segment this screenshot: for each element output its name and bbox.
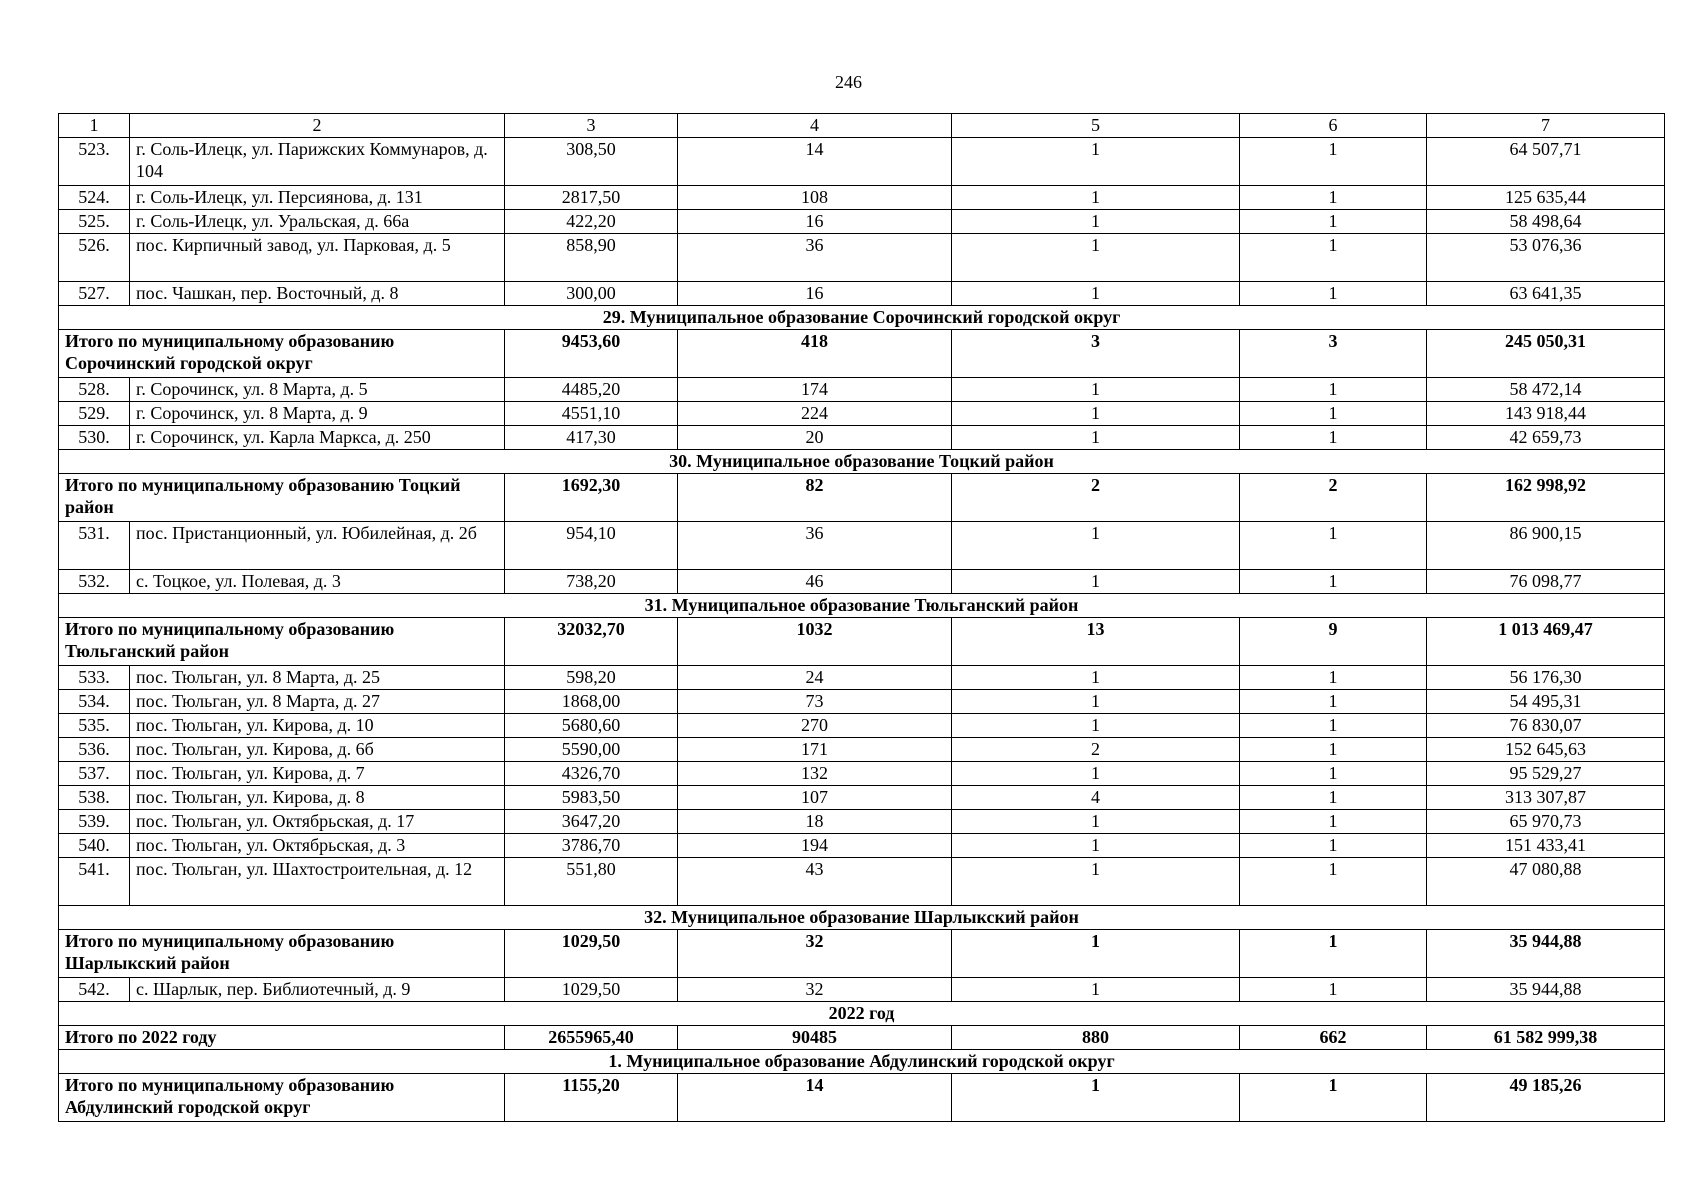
row-number: 542. [59, 978, 130, 1002]
total-col4: 1032 [678, 618, 952, 666]
total-label: Итого по муниципальному образованию Тюльганский район [59, 618, 505, 666]
column-header: 6 [1240, 114, 1427, 138]
col4-cell: 171 [678, 738, 952, 762]
table-row [59, 522, 1665, 570]
row-number: 537. [59, 762, 130, 786]
col4-cell: 16 [678, 282, 952, 306]
address-cell: пос. Пристанционный, ул. Юбилейная, д. 2б [130, 522, 505, 570]
col4-cell: 46 [678, 570, 952, 594]
section-title: 29. Муниципальное образование Сорочинский городской округ [59, 306, 1665, 330]
col5-cell: 2 [952, 738, 1240, 762]
col6-cell: 1 [1240, 978, 1427, 1002]
table-row [59, 210, 1665, 234]
col4-cell: 36 [678, 234, 952, 282]
table-row [59, 402, 1665, 426]
table-row [59, 834, 1665, 858]
column-header: 4 [678, 114, 952, 138]
address-cell: с. Тоцкое, ул. Полевая, д. 3 [130, 570, 505, 594]
row-number: 533. [59, 666, 130, 690]
address-cell: г. Сорочинск, ул. Карла Маркса, д. 250 [130, 426, 505, 450]
col5-cell: 1 [952, 522, 1240, 570]
col5-cell: 1 [952, 402, 1240, 426]
col6-cell: 1 [1240, 186, 1427, 210]
address-cell: пос. Кирпичный завод, ул. Парковая, д. 5 [130, 234, 505, 282]
col5-cell: 1 [952, 666, 1240, 690]
section-header-row [59, 450, 1665, 474]
area-cell: 422,20 [505, 210, 678, 234]
total-cost: 61 582 999,38 [1427, 1026, 1665, 1050]
total-col6: 1 [1240, 1074, 1427, 1122]
address-cell: пос. Тюльган, ул. 8 Марта, д. 27 [130, 690, 505, 714]
total-row [59, 930, 1665, 978]
row-number: 534. [59, 690, 130, 714]
area-cell: 3786,70 [505, 834, 678, 858]
address-cell: г. Соль-Илецк, ул. Уральская, д. 66а [130, 210, 505, 234]
address-cell: г. Сорочинск, ул. 8 Марта, д. 9 [130, 402, 505, 426]
column-header: 3 [505, 114, 678, 138]
section-header-row [59, 1002, 1665, 1026]
page-number: 246 [835, 72, 862, 92]
col4-cell: 32 [678, 978, 952, 1002]
area-cell: 551,80 [505, 858, 678, 906]
address-cell: пос. Тюльган, ул. Кирова, д. 6б [130, 738, 505, 762]
row-number: 523. [59, 138, 130, 186]
column-header-row [59, 114, 1665, 138]
cost-cell: 65 970,73 [1427, 810, 1665, 834]
table-row [59, 786, 1665, 810]
row-number: 528. [59, 378, 130, 402]
address-cell: пос. Чашкан, пер. Восточный, д. 8 [130, 282, 505, 306]
cost-cell: 58 472,14 [1427, 378, 1665, 402]
cost-cell: 143 918,44 [1427, 402, 1665, 426]
row-number: 527. [59, 282, 130, 306]
total-label: Итого по муниципальному образованию Тоцкий район [59, 474, 505, 522]
table-row [59, 666, 1665, 690]
col5-cell: 1 [952, 234, 1240, 282]
section-title: 1. Муниципальное образование Абдулинский городской округ [59, 1050, 1665, 1074]
area-cell: 5590,00 [505, 738, 678, 762]
area-cell: 2817,50 [505, 186, 678, 210]
col5-cell: 1 [952, 690, 1240, 714]
area-cell: 1868,00 [505, 690, 678, 714]
total-col4: 418 [678, 330, 952, 378]
col6-cell: 1 [1240, 210, 1427, 234]
col4-cell: 16 [678, 210, 952, 234]
section-header-row [59, 306, 1665, 330]
table-row [59, 186, 1665, 210]
col5-cell: 1 [952, 138, 1240, 186]
col4-cell: 194 [678, 834, 952, 858]
col6-cell: 1 [1240, 810, 1427, 834]
total-col4: 32 [678, 930, 952, 978]
address-cell: пос. Тюльган, ул. Октябрьская, д. 17 [130, 810, 505, 834]
col6-cell: 1 [1240, 282, 1427, 306]
row-number: 526. [59, 234, 130, 282]
col5-cell: 1 [952, 570, 1240, 594]
col4-cell: 174 [678, 378, 952, 402]
cost-cell: 86 900,15 [1427, 522, 1665, 570]
col5-cell: 1 [952, 858, 1240, 906]
section-title: 31. Муниципальное образование Тюльганский район [59, 594, 1665, 618]
total-col5: 1 [952, 1074, 1240, 1122]
section-title: 32. Муниципальное образование Шарлыкский район [59, 906, 1665, 930]
total-col6: 1 [1240, 930, 1427, 978]
section-title: 2022 год [59, 1002, 1665, 1026]
row-number: 531. [59, 522, 130, 570]
area-cell: 4551,10 [505, 402, 678, 426]
table-row [59, 738, 1665, 762]
address-cell: г. Сорочинск, ул. 8 Марта, д. 5 [130, 378, 505, 402]
address-cell: г. Соль-Илецк, ул. Парижских Коммунаров, д. 104 [130, 138, 505, 186]
table-row [59, 762, 1665, 786]
area-cell: 300,00 [505, 282, 678, 306]
cost-cell: 76 830,07 [1427, 714, 1665, 738]
col4-cell: 14 [678, 138, 952, 186]
col5-cell: 1 [952, 378, 1240, 402]
col4-cell: 108 [678, 186, 952, 210]
cost-cell: 42 659,73 [1427, 426, 1665, 450]
section-header-row [59, 906, 1665, 930]
table-row [59, 714, 1665, 738]
col6-cell: 1 [1240, 522, 1427, 570]
total-cost: 1 013 469,47 [1427, 618, 1665, 666]
row-number: 530. [59, 426, 130, 450]
cost-cell: 125 635,44 [1427, 186, 1665, 210]
col6-cell: 1 [1240, 234, 1427, 282]
total-row [59, 1074, 1665, 1122]
total-col4: 82 [678, 474, 952, 522]
total-row [59, 1026, 1665, 1050]
address-cell: пос. Тюльган, ул. Кирова, д. 7 [130, 762, 505, 786]
total-col6: 2 [1240, 474, 1427, 522]
col5-cell: 1 [952, 714, 1240, 738]
cost-cell: 53 076,36 [1427, 234, 1665, 282]
total-row [59, 330, 1665, 378]
table-body [59, 114, 1665, 1122]
col6-cell: 1 [1240, 570, 1427, 594]
col4-cell: 73 [678, 690, 952, 714]
address-cell: с. Шарлык, пер. Библиотечный, д. 9 [130, 978, 505, 1002]
total-col6: 3 [1240, 330, 1427, 378]
row-number: 535. [59, 714, 130, 738]
row-number: 541. [59, 858, 130, 906]
section-header-row [59, 1050, 1665, 1074]
cost-cell: 76 098,77 [1427, 570, 1665, 594]
total-area: 2655965,40 [505, 1026, 678, 1050]
row-number: 536. [59, 738, 130, 762]
row-number: 525. [59, 210, 130, 234]
col4-cell: 107 [678, 786, 952, 810]
table-row [59, 378, 1665, 402]
column-header: 1 [59, 114, 130, 138]
area-cell: 5983,50 [505, 786, 678, 810]
area-cell: 598,20 [505, 666, 678, 690]
area-cell: 738,20 [505, 570, 678, 594]
cost-cell: 56 176,30 [1427, 666, 1665, 690]
total-area: 9453,60 [505, 330, 678, 378]
total-label: Итого по муниципальному образованию Шарлыкский район [59, 930, 505, 978]
table-row [59, 858, 1665, 906]
address-cell: пос. Тюльган, ул. Кирова, д. 8 [130, 786, 505, 810]
row-number: 529. [59, 402, 130, 426]
col6-cell: 1 [1240, 402, 1427, 426]
section-title: 30. Муниципальное образование Тоцкий район [59, 450, 1665, 474]
total-col4: 14 [678, 1074, 952, 1122]
row-number: 532. [59, 570, 130, 594]
table-row [59, 978, 1665, 1002]
table-row [59, 234, 1665, 282]
data-table [58, 113, 1665, 1122]
col6-cell: 1 [1240, 666, 1427, 690]
cost-cell: 152 645,63 [1427, 738, 1665, 762]
column-header: 5 [952, 114, 1240, 138]
total-col5: 1 [952, 930, 1240, 978]
table-row [59, 690, 1665, 714]
col4-cell: 18 [678, 810, 952, 834]
total-label: Итого по 2022 году [59, 1026, 505, 1050]
area-cell: 3647,20 [505, 810, 678, 834]
total-col4: 90485 [678, 1026, 952, 1050]
col5-cell: 1 [952, 978, 1240, 1002]
col5-cell: 1 [952, 762, 1240, 786]
col6-cell: 1 [1240, 858, 1427, 906]
total-col6: 662 [1240, 1026, 1427, 1050]
col4-cell: 20 [678, 426, 952, 450]
cost-cell: 47 080,88 [1427, 858, 1665, 906]
total-row [59, 618, 1665, 666]
total-area: 1029,50 [505, 930, 678, 978]
total-area: 1692,30 [505, 474, 678, 522]
cost-cell: 35 944,88 [1427, 978, 1665, 1002]
col4-cell: 270 [678, 714, 952, 738]
total-label: Итого по муниципальному образованию Сорочинский городской округ [59, 330, 505, 378]
address-cell: г. Соль-Илецк, ул. Персиянова, д. 131 [130, 186, 505, 210]
total-col5: 3 [952, 330, 1240, 378]
col4-cell: 224 [678, 402, 952, 426]
address-cell: пос. Тюльган, ул. 8 Марта, д. 25 [130, 666, 505, 690]
col5-cell: 1 [952, 186, 1240, 210]
col5-cell: 1 [952, 810, 1240, 834]
row-number: 539. [59, 810, 130, 834]
col6-cell: 1 [1240, 378, 1427, 402]
col6-cell: 1 [1240, 834, 1427, 858]
total-cost: 245 050,31 [1427, 330, 1665, 378]
area-cell: 1029,50 [505, 978, 678, 1002]
col6-cell: 1 [1240, 738, 1427, 762]
column-header: 7 [1427, 114, 1665, 138]
area-cell: 308,50 [505, 138, 678, 186]
col5-cell: 4 [952, 786, 1240, 810]
col6-cell: 1 [1240, 690, 1427, 714]
table-row [59, 282, 1665, 306]
cost-cell: 95 529,27 [1427, 762, 1665, 786]
total-row [59, 474, 1665, 522]
total-area: 1155,20 [505, 1074, 678, 1122]
row-number: 540. [59, 834, 130, 858]
total-col5: 880 [952, 1026, 1240, 1050]
cost-cell: 54 495,31 [1427, 690, 1665, 714]
row-number: 538. [59, 786, 130, 810]
total-col5: 2 [952, 474, 1240, 522]
cost-cell: 63 641,35 [1427, 282, 1665, 306]
col6-cell: 1 [1240, 426, 1427, 450]
col6-cell: 1 [1240, 786, 1427, 810]
cost-cell: 313 307,87 [1427, 786, 1665, 810]
col6-cell: 1 [1240, 714, 1427, 738]
area-cell: 5680,60 [505, 714, 678, 738]
total-col6: 9 [1240, 618, 1427, 666]
col6-cell: 1 [1240, 138, 1427, 186]
total-cost: 35 944,88 [1427, 930, 1665, 978]
table-row [59, 138, 1665, 186]
col4-cell: 43 [678, 858, 952, 906]
total-col5: 13 [952, 618, 1240, 666]
col5-cell: 1 [952, 210, 1240, 234]
area-cell: 954,10 [505, 522, 678, 570]
total-label: Итого по муниципальному образованию Абдулинский городской округ [59, 1074, 505, 1122]
col4-cell: 24 [678, 666, 952, 690]
total-cost: 162 998,92 [1427, 474, 1665, 522]
area-cell: 858,90 [505, 234, 678, 282]
col6-cell: 1 [1240, 762, 1427, 786]
address-cell: пос. Тюльган, ул. Кирова, д. 10 [130, 714, 505, 738]
total-area: 32032,70 [505, 618, 678, 666]
col4-cell: 36 [678, 522, 952, 570]
section-header-row [59, 594, 1665, 618]
address-cell: пос. Тюльган, ул. Октябрьская, д. 3 [130, 834, 505, 858]
area-cell: 417,30 [505, 426, 678, 450]
area-cell: 4326,70 [505, 762, 678, 786]
col5-cell: 1 [952, 834, 1240, 858]
table-row [59, 426, 1665, 450]
row-number: 524. [59, 186, 130, 210]
col4-cell: 132 [678, 762, 952, 786]
cost-cell: 64 507,71 [1427, 138, 1665, 186]
area-cell: 4485,20 [505, 378, 678, 402]
total-cost: 49 185,26 [1427, 1074, 1665, 1122]
address-cell: пос. Тюльган, ул. Шахтостроительная, д. 12 [130, 858, 505, 906]
table-row [59, 570, 1665, 594]
table-row [59, 810, 1665, 834]
cost-cell: 58 498,64 [1427, 210, 1665, 234]
column-header: 2 [130, 114, 505, 138]
cost-cell: 151 433,41 [1427, 834, 1665, 858]
col5-cell: 1 [952, 426, 1240, 450]
col5-cell: 1 [952, 282, 1240, 306]
